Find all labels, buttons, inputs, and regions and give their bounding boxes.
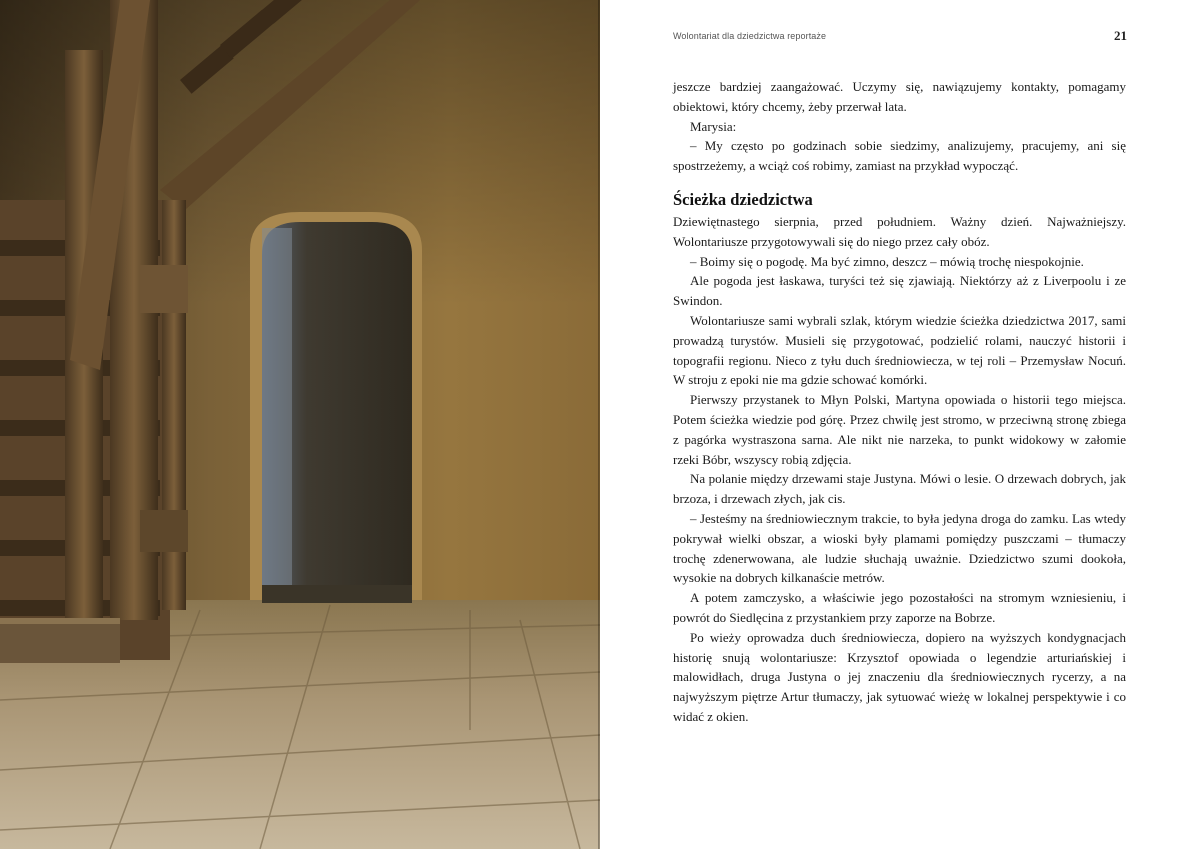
body-paragraph: A potem zamczysko, a właściwie jego pozostałości na stromym wzniesieniu, i powrót do Siedlęcina z przystankiem przy zaporze na Bobrze. — [673, 590, 1126, 625]
body-paragraph: Wolontariusze sami wybrali szlak, którym wiedzie ścieżka dziedzictwa 2017, sami prowadzą turystów. Musieli się przygotować, podzielić rolami, nauczyć historii i topografii regionu. Nieco z tyłu duch średniowiecza, w tej roli – Przemysław Nocuń. W stroju z epoki nie ma gdzie schować komórki. — [673, 312, 1126, 388]
body-paragraph: – Boimy się o pogodę. Ma być zimno, deszcz – mówią trochę niespokojnie. — [690, 253, 1084, 269]
intro-paragraph: – My często po godzinach sobie siedzimy, analizujemy, pracujemy, ani się spostrzeżemy, a wciąż coś robimy, zamiast na przykład wypocząć. — [673, 138, 1126, 174]
body-paragraph: Dziewiętnastego sierpnia, przed południem. Ważny dzień. Najważniejszy. Wolontariusze przygotowywali się do niego przez cały obóz. — [673, 213, 1126, 249]
body-paragraph: – Jesteśmy na średniowiecznym trakcie, to była jedyna droga do zamku. Las wtedy pokrywał wielki obszar, a wioski były plamami pomiędzy puszczami – tłumaczy trochę zdenerwowana, ale ludzie słuchają uważnie. Dziedzictwo szumi dookoła, wysokie na dobrych kilkanaście metrów. — [673, 510, 1126, 586]
body-paragraph: Pierwszy przystanek to Młyn Polski, Martyna opowiada o historii tego miejsca. Potem ścieżka wiedzie pod górę. Przez chwilę jest stromo, w przeciwną stronę zbiega z pagórka wystraszona sarna. Ale nikt nie narzeka, to punkt widokowy w załomie rzeki Bóbr, wszyscy robią zdjęcia. — [673, 392, 1126, 467]
body-paragraph: Po wieży oprowadza duch średniowiecza, dopiero na wyższych kondygnacjach historię snują wolontariusze: Krzysztof opowiada o legendzie arturiańskiej i malowidłach, druga Justyna o jej znaczeniu dla średniowiecznych rycerzy, a na najwyższym piętrze Artur tłumaczy, jak sytuować wieżę w lokalnej perspektywie i co widać z okien. — [673, 629, 1126, 724]
page-number: 21 — [1114, 28, 1127, 43]
section-heading: Ścieżka dziedzictwa — [673, 189, 813, 209]
article-body — [673, 77, 1126, 727]
speaker-name: Marysia: — [690, 118, 737, 134]
body-paragraph: Na polanie między drzewami staje Justyna. Mówi o lesie. O drzewach dobrych, jak brzoza, i drzewach złych, jak cis. — [673, 471, 1126, 507]
running-header: Wolontariat dla dziedzictwa reportaże — [673, 31, 827, 41]
text-page — [600, 0, 1200, 849]
body-paragraph: Ale pogoda jest łaskawa, turyści też się zjawiają. Niektórzy aż z Liverpoolu i ze Swindon. — [673, 273, 1126, 309]
intro-paragraph: jeszcze bardziej zaangażować. Uczymy się, nawiązujemy kontakty, pomagamy obiektowi, który chcemy, żeby przerwał lata. — [673, 79, 1126, 114]
